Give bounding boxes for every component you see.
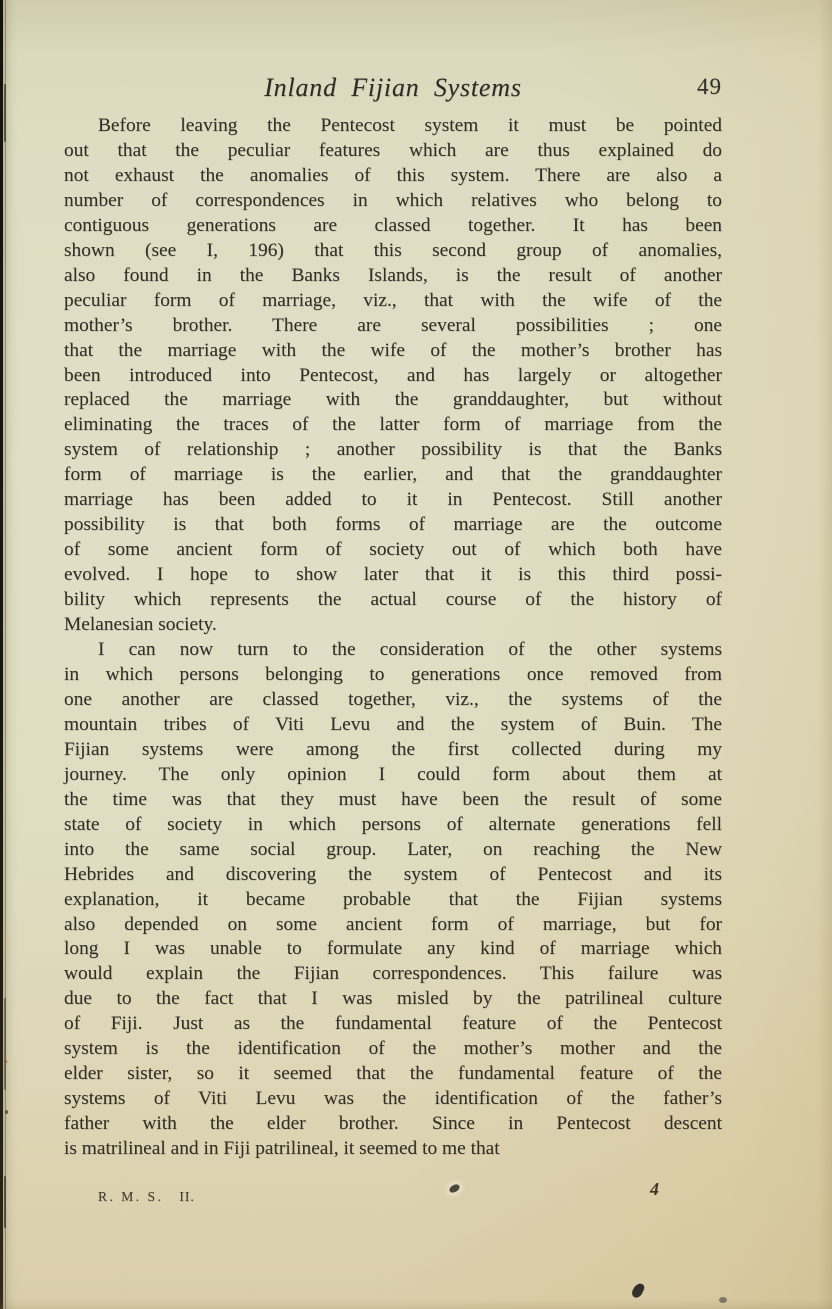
spine-crease-mark [4, 998, 6, 1090]
text-line: is matrilineal and in Fiji patrilineal, it seemed to me that [64, 1138, 500, 1160]
text-line: bility which represents the actual course of the history of [64, 589, 722, 611]
ink-speck [719, 1297, 727, 1303]
text-line: mountain tribes of Viti Levu and the system of Buin. The [64, 713, 722, 735]
volume-signature [98, 1189, 195, 1205]
page-right-edge-shade [818, 0, 832, 1309]
text-line: system of relationship ; another possibility is that the Banks [64, 439, 722, 461]
text-line: due to the fact that I was misled by the patrilineal culture [64, 988, 722, 1010]
text-line: been introduced into Pentecost, and has largely or altogether [64, 364, 722, 386]
spine-rust-speck [5, 1110, 8, 1114]
text-line: journey. The only opinion I could form about them at [64, 763, 722, 785]
text-line: of some ancient form of society out of which both have [64, 539, 722, 561]
text-line: evolved. I hope to show later that it is this third possi- [64, 564, 722, 586]
text-line: elder sister, so it seemed that the fundamental feature of the [64, 1063, 722, 1085]
text-line: peculiar form of marriage, viz., that with the wife of the [64, 289, 722, 311]
body-text [64, 114, 722, 1162]
text-line: in which persons belonging to generations once removed from [64, 663, 722, 685]
text-line: out that the peculiar features which are thus explained do [64, 139, 722, 161]
paragraph [64, 114, 722, 638]
spine-rust-speck [4, 1060, 7, 1063]
text-line: systems of Viti Levu was the identification of the father’s [64, 1088, 722, 1110]
page-bottom-edge-shade [0, 1299, 832, 1309]
sheet-signature-number: 4 [650, 1179, 659, 1199]
page-header [64, 70, 722, 110]
ink-speck [448, 1183, 461, 1195]
text-line: also found in the Banks Islands, is the result of another [64, 264, 722, 286]
text-line: the time was that they must have been the result of some [64, 788, 722, 810]
text-line: mother’s brother. There are several possibilities ; one [64, 314, 722, 336]
text-line: explanation, it became probable that the Fijian systems [64, 888, 722, 910]
text-line: also depended on some ancient form of marriage, but for [64, 913, 722, 935]
text-line: father with the elder brother. Since in Pentecost descent [64, 1113, 722, 1135]
ink-speck [630, 1282, 645, 1300]
text-line: shown (see I, 196) that this second group of anomalies, [64, 239, 722, 261]
text-line: number of correspondences in which relatives who belong to [64, 189, 722, 211]
text-line: one another are classed together, viz., the systems of the [64, 688, 722, 710]
spine-crease-mark [4, 84, 6, 142]
text-line: form of marriage is the earlier, and that the granddaughter [64, 464, 722, 486]
text-line: I can now turn to the consideration of the other systems [98, 639, 722, 661]
text-line: that the marriage with the wife of the mother’s brother has [64, 339, 722, 361]
page-number: 49 [697, 74, 722, 99]
text-line: Melanesian society. [64, 614, 217, 636]
text-line: contiguous generations are classed together. It has been [64, 214, 722, 236]
text-line: replaced the marriage with the granddaughter, but without [64, 389, 722, 411]
text-line: would explain the Fijian correspondences. This failure was [64, 963, 722, 985]
running-title: Inland Fijian Systems [264, 73, 522, 102]
volume-number: II. [179, 1189, 195, 1204]
paragraph [64, 638, 722, 1162]
text-line: into the same social group. Later, on reaching the New [64, 838, 722, 860]
text-line: not exhaust the anomalies of this system. There are also a [64, 164, 722, 186]
text-line: state of society in which persons of alternate generations fell [64, 813, 722, 835]
text-line: eliminating the traces of the latter form of marriage from the [64, 414, 722, 436]
text-line: possibility is that both forms of marriage are the outcome [64, 514, 722, 536]
text-line: Fijian systems were among the first collected during my [64, 738, 722, 760]
volume-signature-initials: R. M. S. [98, 1189, 164, 1204]
text-line: system is the identification of the mother’s mother and the [64, 1038, 722, 1060]
spine-crease-mark [4, 1176, 6, 1228]
text-line: Hebrides and discovering the system of Pentecost and its [64, 863, 722, 885]
text-line: marriage has been added to it in Pentecost. Still another [64, 489, 722, 511]
text-line: Before leaving the Pentecost system it must be pointed [98, 115, 722, 136]
text-line: of Fiji. Just as the fundamental feature of the Pentecost [64, 1013, 722, 1035]
text-line: long I was unable to formulate any kind of marriage which [64, 938, 722, 960]
